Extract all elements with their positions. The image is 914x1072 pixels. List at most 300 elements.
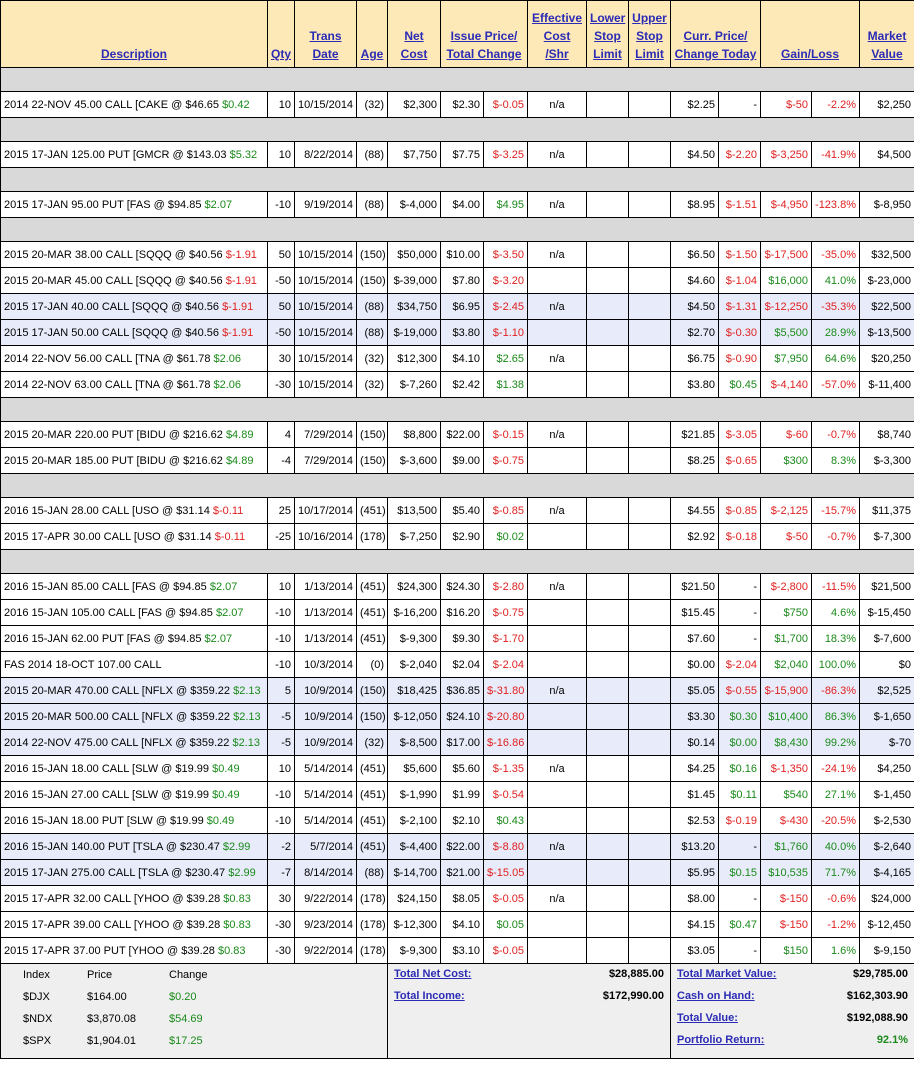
total-market-value-link[interactable]: Total Market Value: <box>671 968 818 990</box>
qty-cell: -10 <box>268 808 295 834</box>
lower-stop-cell[interactable] <box>587 652 629 678</box>
position-description <box>1 626 268 652</box>
change-today-cell: $-2.04 <box>719 652 761 678</box>
change-today-cell: - <box>719 600 761 626</box>
issue-price-cell: $3.80 <box>441 320 484 346</box>
age-cell: (32) <box>357 730 388 756</box>
cost-totals <box>388 968 670 1012</box>
upper-stop-cell[interactable] <box>629 320 671 346</box>
total-change-cell: $-3.50 <box>484 242 528 268</box>
total-change-cell: $-8.80 <box>484 834 528 860</box>
upper-stop-cell[interactable] <box>629 242 671 268</box>
gain-loss-pct-cell: 71.7% <box>812 860 860 886</box>
total-change-cell: $4.95 <box>484 192 528 218</box>
gain-loss-cell: $10,535 <box>761 860 812 886</box>
net-cost-cell: $5,600 <box>388 756 441 782</box>
upper-stop-cell[interactable] <box>629 372 671 398</box>
underlying-change: $0.83 <box>223 918 251 931</box>
trans-date-cell: 5/7/2014 <box>295 834 357 860</box>
qty-cell: 5 <box>268 678 295 704</box>
position-description <box>1 498 268 524</box>
market-value-cell: $21,500 <box>860 574 914 600</box>
lower-stop-cell[interactable] <box>587 92 629 118</box>
qty-cell: -30 <box>268 372 295 398</box>
total-value-link[interactable]: Total Value: <box>671 1012 818 1034</box>
curr-price-cell: $5.95 <box>671 860 719 886</box>
cash-on-hand-link[interactable]: Cash on Hand: <box>671 990 818 1012</box>
net-cost-cell: $-2,040 <box>388 652 441 678</box>
total-income-link[interactable]: Total Income: <box>388 990 543 1012</box>
position-description <box>1 294 268 320</box>
underlying-change: $4.89 <box>225 454 254 467</box>
lower-stop-cell[interactable] <box>587 808 629 834</box>
gain-loss-cell: $8,430 <box>761 730 812 756</box>
lower-stop-cell[interactable] <box>587 626 629 652</box>
position-row[interactable] <box>1 912 914 938</box>
position-row[interactable] <box>1 192 914 218</box>
position-row[interactable] <box>1 294 914 320</box>
position-description <box>1 834 268 860</box>
underlying-change: $2.07 <box>215 606 244 619</box>
total-change-cell: $-0.15 <box>484 422 528 448</box>
market-value-cell: $-23,000 <box>860 268 914 294</box>
effective-cost-cell <box>528 372 587 398</box>
curr-price-cell: $21.85 <box>671 422 719 448</box>
qty-cell: -30 <box>268 938 295 964</box>
position-description <box>1 524 268 550</box>
qty-cell: -7 <box>268 860 295 886</box>
qty-cell: 10 <box>268 92 295 118</box>
position-row[interactable] <box>1 422 914 448</box>
option-label: 2016 15-JAN 105.00 CALL [FAS @ $94.85 <box>4 606 213 619</box>
curr-price-cell: $4.50 <box>671 142 719 168</box>
lower-stop-cell[interactable] <box>587 320 629 346</box>
col-age[interactable]: Age <box>357 1 388 68</box>
lower-stop-cell[interactable] <box>587 600 629 626</box>
lower-stop-cell[interactable] <box>587 294 629 320</box>
position-row[interactable] <box>1 730 914 756</box>
effective-cost-cell: n/a <box>528 422 587 448</box>
gain-loss-pct-cell: 41.0% <box>812 268 860 294</box>
option-label: 2016 15-JAN 27.00 CALL [SLW @ $19.99 <box>4 788 210 801</box>
col-market-value[interactable]: Market Value <box>860 1 914 68</box>
net-cost-cell: $-9,300 <box>388 938 441 964</box>
position-description <box>1 756 268 782</box>
position-row[interactable] <box>1 242 914 268</box>
position-row[interactable] <box>1 756 914 782</box>
underlying-change: $-0.11 <box>212 504 244 517</box>
age-cell: (32) <box>357 372 388 398</box>
option-label: 2015 20-MAR 470.00 CALL [NFLX @ $359.22 <box>4 684 231 697</box>
change-today-cell: $-0.90 <box>719 346 761 372</box>
index-panel <box>1 964 388 1059</box>
net-cost-cell: $50,000 <box>388 242 441 268</box>
col-qty[interactable]: Qty <box>268 1 295 68</box>
position-description <box>1 346 268 372</box>
total-value: $192,088.90 <box>818 1012 914 1034</box>
position-row[interactable] <box>1 524 914 550</box>
lower-stop-cell[interactable] <box>587 448 629 474</box>
net-cost-cell: $-19,000 <box>388 320 441 346</box>
market-value-cell: $-7,600 <box>860 626 914 652</box>
issue-price-cell: $2.90 <box>441 524 484 550</box>
col-description[interactable]: Description <box>1 1 268 68</box>
lower-stop-cell[interactable] <box>587 574 629 600</box>
net-cost-cell: $-14,700 <box>388 860 441 886</box>
position-row[interactable] <box>1 834 914 860</box>
upper-stop-cell[interactable] <box>629 938 671 964</box>
col-upper-stop[interactable]: Upper Stop Limit <box>629 1 671 68</box>
col-gain-loss[interactable]: Gain/Loss <box>761 1 860 68</box>
market-value-cell: $-11,400 <box>860 372 914 398</box>
trans-date-cell: 5/14/2014 <box>295 782 357 808</box>
qty-cell: 25 <box>268 498 295 524</box>
effective-cost-cell <box>528 938 587 964</box>
index-row <box>17 1013 214 1035</box>
upper-stop-cell[interactable] <box>629 808 671 834</box>
col-net-cost[interactable]: Net Cost <box>388 1 441 68</box>
effective-cost-cell <box>528 320 587 346</box>
gain-loss-cell: $7,950 <box>761 346 812 372</box>
upper-stop-cell[interactable] <box>629 886 671 912</box>
gain-loss-pct-cell: -35.3% <box>812 294 860 320</box>
change-today-cell: $-1.51 <box>719 192 761 218</box>
position-row[interactable] <box>1 704 914 730</box>
qty-cell: 10 <box>268 756 295 782</box>
position-row[interactable] <box>1 320 914 346</box>
trans-date-cell: 10/16/2014 <box>295 524 357 550</box>
position-row[interactable] <box>1 782 914 808</box>
position-row[interactable] <box>1 652 914 678</box>
curr-price-cell: $5.05 <box>671 678 719 704</box>
qty-cell: -50 <box>268 268 295 294</box>
upper-stop-cell[interactable] <box>629 756 671 782</box>
effective-cost-cell: n/a <box>528 678 587 704</box>
upper-stop-cell[interactable] <box>629 782 671 808</box>
trans-date-cell: 7/29/2014 <box>295 422 357 448</box>
position-row[interactable] <box>1 626 914 652</box>
position-description <box>1 912 268 938</box>
group-separator <box>1 218 914 242</box>
upper-stop-cell[interactable] <box>629 730 671 756</box>
change-today-cell: $0.47 <box>719 912 761 938</box>
curr-price-cell: $3.80 <box>671 372 719 398</box>
total-change-cell: $-1.70 <box>484 626 528 652</box>
gain-loss-cell: $-2,125 <box>761 498 812 524</box>
total-change-cell: $-3.20 <box>484 268 528 294</box>
underlying-change: $2.06 <box>213 352 242 365</box>
index-change: $0.20 <box>163 991 214 1013</box>
total-change-cell: $-0.75 <box>484 448 528 474</box>
gain-loss-pct-cell: -24.1% <box>812 756 860 782</box>
index-change: $17.25 <box>163 1035 214 1057</box>
upper-stop-cell[interactable] <box>629 498 671 524</box>
gain-loss-pct-cell: -11.5% <box>812 574 860 600</box>
market-value-cell: $2,250 <box>860 92 914 118</box>
position-row[interactable] <box>1 92 914 118</box>
col-trans-date[interactable]: Trans Date <box>295 1 357 68</box>
option-label: 2016 15-JAN 28.00 CALL [USO @ $31.14 <box>4 504 210 517</box>
net-cost-cell: $8,800 <box>388 422 441 448</box>
issue-price-cell: $22.00 <box>441 422 484 448</box>
index-name: $DJX <box>17 991 81 1013</box>
option-label: 2015 17-APR 39.00 CALL [YHOO @ $39.28 <box>4 918 221 931</box>
gain-loss-cell: $-4,950 <box>761 192 812 218</box>
curr-price-cell: $3.30 <box>671 704 719 730</box>
upper-stop-cell[interactable] <box>629 574 671 600</box>
separator-cell <box>1 118 914 142</box>
trans-date-cell: 10/9/2014 <box>295 704 357 730</box>
lower-stop-cell[interactable] <box>587 268 629 294</box>
lower-stop-cell[interactable] <box>587 192 629 218</box>
position-description <box>1 574 268 600</box>
curr-price-cell: $8.00 <box>671 886 719 912</box>
upper-stop-cell[interactable] <box>629 422 671 448</box>
lower-stop-cell[interactable] <box>587 756 629 782</box>
option-label: 2015 17-APR 37.00 PUT [YHOO @ $39.28 <box>4 944 215 957</box>
lower-stop-cell[interactable] <box>587 704 629 730</box>
gain-loss-pct-cell: -0.7% <box>812 422 860 448</box>
upper-stop-cell[interactable] <box>629 524 671 550</box>
price-header: Price <box>81 969 163 991</box>
lower-stop-cell[interactable] <box>587 730 629 756</box>
position-row[interactable] <box>1 678 914 704</box>
gain-loss-pct-cell: -0.7% <box>812 524 860 550</box>
separator-cell <box>1 398 914 422</box>
upper-stop-cell[interactable] <box>629 142 671 168</box>
col-curr-price[interactable]: Curr. Price/ Change Today <box>671 1 761 68</box>
gain-loss-cell: $-15,900 <box>761 678 812 704</box>
position-description <box>1 678 268 704</box>
portfolio-return-link[interactable]: Portfolio Return: <box>671 1034 818 1056</box>
gain-loss-pct-cell: -20.5% <box>812 808 860 834</box>
col-issue-price[interactable]: Issue Price/ Total Change <box>441 1 528 68</box>
lower-stop-cell[interactable] <box>587 372 629 398</box>
effective-cost-cell <box>528 912 587 938</box>
lower-stop-cell[interactable] <box>587 678 629 704</box>
separator-cell <box>1 68 914 92</box>
position-row[interactable] <box>1 938 914 964</box>
upper-stop-cell[interactable] <box>629 912 671 938</box>
curr-price-cell: $0.14 <box>671 730 719 756</box>
lower-stop-cell[interactable] <box>587 524 629 550</box>
lower-stop-cell[interactable] <box>587 498 629 524</box>
qty-cell: -30 <box>268 912 295 938</box>
change-today-cell: $-0.85 <box>719 498 761 524</box>
gain-loss-cell: $750 <box>761 600 812 626</box>
underlying-change: $0.49 <box>212 762 240 775</box>
market-value-cell: $4,250 <box>860 756 914 782</box>
option-label: FAS 2014 18-OCT 107.00 CALL <box>4 658 162 671</box>
change-today-cell: $-1.04 <box>719 268 761 294</box>
issue-price-cell: $3.10 <box>441 938 484 964</box>
position-description <box>1 372 268 398</box>
col-effective-cost[interactable]: Effective Cost /Shr <box>528 1 587 68</box>
position-row[interactable] <box>1 498 914 524</box>
curr-price-cell: $0.00 <box>671 652 719 678</box>
lower-stop-cell[interactable] <box>587 782 629 808</box>
net-cost-cell: $-8,500 <box>388 730 441 756</box>
change-today-cell: $0.45 <box>719 372 761 398</box>
age-cell: (178) <box>357 912 388 938</box>
total-change-cell: $-2.80 <box>484 574 528 600</box>
position-row[interactable] <box>1 268 914 294</box>
option-label: 2016 15-JAN 62.00 PUT [FAS @ $94.85 <box>4 632 202 645</box>
curr-price-cell: $4.25 <box>671 756 719 782</box>
col-lower-stop[interactable]: Lower Stop Limit <box>587 1 629 68</box>
market-value-cell: $20,250 <box>860 346 914 372</box>
lower-stop-cell[interactable] <box>587 834 629 860</box>
separator-cell <box>1 168 914 192</box>
effective-cost-cell <box>528 652 587 678</box>
qty-cell: 50 <box>268 294 295 320</box>
change-today-cell: $-0.18 <box>719 524 761 550</box>
upper-stop-cell[interactable] <box>629 834 671 860</box>
gain-loss-cell: $-60 <box>761 422 812 448</box>
age-cell: (451) <box>357 782 388 808</box>
net-cost-cell: $18,425 <box>388 678 441 704</box>
trans-date-cell: 5/14/2014 <box>295 756 357 782</box>
curr-price-cell: $6.75 <box>671 346 719 372</box>
upper-stop-cell[interactable] <box>629 860 671 886</box>
total-change-cell: $-3.25 <box>484 142 528 168</box>
upper-stop-cell[interactable] <box>629 704 671 730</box>
underlying-change: $2.06 <box>213 378 242 391</box>
option-label: 2015 20-MAR 38.00 CALL [SQQQ @ $40.56 <box>4 248 223 261</box>
underlying-change: $2.13 <box>233 684 261 697</box>
qty-cell: 30 <box>268 886 295 912</box>
underlying-change: $0.42 <box>222 98 250 111</box>
age-cell: (32) <box>357 92 388 118</box>
net-cost-cell: $-9,300 <box>388 626 441 652</box>
lower-stop-cell[interactable] <box>587 346 629 372</box>
qty-cell: 50 <box>268 242 295 268</box>
gain-loss-pct-cell: 64.6% <box>812 346 860 372</box>
lower-stop-cell[interactable] <box>587 912 629 938</box>
trans-date-cell: 8/14/2014 <box>295 860 357 886</box>
change-today-cell: $-0.19 <box>719 808 761 834</box>
issue-price-cell: $5.40 <box>441 498 484 524</box>
market-value-cell: $0 <box>860 652 914 678</box>
gain-loss-cell: $300 <box>761 448 812 474</box>
upper-stop-cell[interactable] <box>629 92 671 118</box>
position-description <box>1 886 268 912</box>
issue-price-cell: $7.80 <box>441 268 484 294</box>
qty-cell: -5 <box>268 704 295 730</box>
upper-stop-cell[interactable] <box>629 192 671 218</box>
position-row[interactable] <box>1 448 914 474</box>
option-label: 2015 17-APR 32.00 CALL [YHOO @ $39.28 <box>4 892 221 905</box>
total-income-value: $172,990.00 <box>543 990 670 1012</box>
gain-loss-cell: $10,400 <box>761 704 812 730</box>
position-row[interactable] <box>1 346 914 372</box>
total-change-cell: $-0.54 <box>484 782 528 808</box>
position-row[interactable] <box>1 886 914 912</box>
option-label: 2014 22-NOV 63.00 CALL [TNA @ $61.78 <box>4 378 211 391</box>
curr-price-cell: $8.25 <box>671 448 719 474</box>
underlying-change: $0.83 <box>223 892 251 905</box>
trans-date-cell: 1/13/2014 <box>295 600 357 626</box>
index-price: $3,870.08 <box>81 1013 163 1035</box>
upper-stop-cell[interactable] <box>629 626 671 652</box>
position-row[interactable] <box>1 808 914 834</box>
effective-cost-cell: n/a <box>528 498 587 524</box>
lower-stop-cell[interactable] <box>587 860 629 886</box>
underlying-change: $2.13 <box>233 710 261 723</box>
qty-cell: -2 <box>268 834 295 860</box>
qty-cell: 10 <box>268 574 295 600</box>
market-value-cell: $22,500 <box>860 294 914 320</box>
gain-loss-cell: $-1,350 <box>761 756 812 782</box>
upper-stop-cell[interactable] <box>629 294 671 320</box>
net-cost-cell: $-39,000 <box>388 268 441 294</box>
lower-stop-cell[interactable] <box>587 142 629 168</box>
underlying-change: $4.89 <box>225 428 254 441</box>
gain-loss-cell: $-3,250 <box>761 142 812 168</box>
market-value-cell: $-2,530 <box>860 808 914 834</box>
effective-cost-cell: n/a <box>528 242 587 268</box>
trans-date-cell: 7/29/2014 <box>295 448 357 474</box>
total-change-cell: $-31.80 <box>484 678 528 704</box>
underlying-change: $5.32 <box>229 148 258 161</box>
upper-stop-cell[interactable] <box>629 346 671 372</box>
upper-stop-cell[interactable] <box>629 448 671 474</box>
curr-price-cell: $2.25 <box>671 92 719 118</box>
lower-stop-cell[interactable] <box>587 938 629 964</box>
index-price: $164.00 <box>81 991 163 1013</box>
lower-stop-cell[interactable] <box>587 422 629 448</box>
gain-loss-cell: $-150 <box>761 886 812 912</box>
change-today-cell: $-0.65 <box>719 448 761 474</box>
option-label: 2015 17-JAN 50.00 CALL [SQQQ @ $40.56 <box>4 326 219 339</box>
curr-price-cell: $2.70 <box>671 320 719 346</box>
position-row[interactable] <box>1 372 914 398</box>
gain-loss-pct-cell: -35.0% <box>812 242 860 268</box>
total-change-cell: $-2.45 <box>484 294 528 320</box>
net-cost-cell: $-7,260 <box>388 372 441 398</box>
lower-stop-cell[interactable] <box>587 886 629 912</box>
position-row[interactable] <box>1 142 914 168</box>
upper-stop-cell[interactable] <box>629 600 671 626</box>
gain-loss-pct-cell: -86.3% <box>812 678 860 704</box>
gain-loss-cell: $5,500 <box>761 320 812 346</box>
option-label: 2014 22-NOV 56.00 CALL [TNA @ $61.78 <box>4 352 211 365</box>
age-cell: (0) <box>357 652 388 678</box>
option-label: 2015 17-JAN 125.00 PUT [GMCR @ $143.03 <box>4 148 227 161</box>
trans-date-cell: 8/22/2014 <box>295 142 357 168</box>
lower-stop-cell[interactable] <box>587 242 629 268</box>
position-row[interactable] <box>1 860 914 886</box>
position-row[interactable] <box>1 574 914 600</box>
position-description <box>1 652 268 678</box>
age-cell: (88) <box>357 320 388 346</box>
age-cell: (150) <box>357 448 388 474</box>
change-today-cell: $-2.20 <box>719 142 761 168</box>
upper-stop-cell[interactable] <box>629 652 671 678</box>
effective-cost-cell <box>528 626 587 652</box>
upper-stop-cell[interactable] <box>629 678 671 704</box>
position-description <box>1 142 268 168</box>
curr-price-cell: $6.50 <box>671 242 719 268</box>
position-description <box>1 448 268 474</box>
net-cost-cell: $-4,000 <box>388 192 441 218</box>
total-net-cost-link[interactable]: Total Net Cost: <box>388 968 543 990</box>
upper-stop-cell[interactable] <box>629 268 671 294</box>
net-cost-cell: $-16,200 <box>388 600 441 626</box>
gain-loss-pct-cell: 8.3% <box>812 448 860 474</box>
qty-cell: -10 <box>268 600 295 626</box>
position-row[interactable] <box>1 600 914 626</box>
